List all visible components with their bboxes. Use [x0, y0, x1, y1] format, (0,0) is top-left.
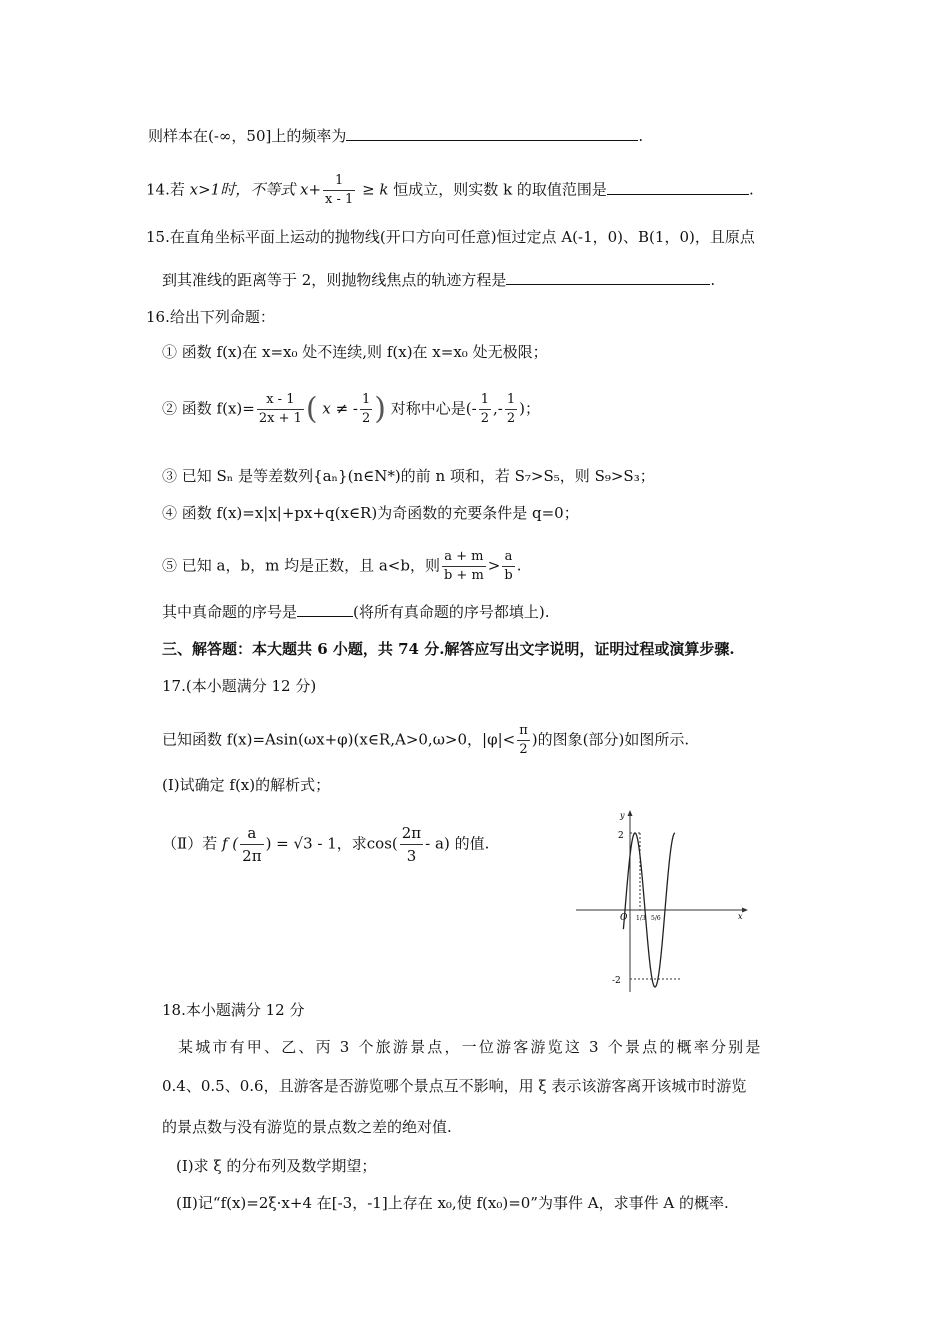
q14-answer-blank[interactable]	[607, 180, 749, 195]
q17-pi-half: $\frac{\pi}{2}$	[519, 723, 528, 757]
q18-part1: (Ⅰ)求 ξ 的分布列及数学期望；	[176, 1157, 377, 1175]
q17-part2: （Ⅱ）若 f ( $\frac{a}{2\pi}$ ) = √3 - 1，求cos( $\frac{2\pi}{3}$ - a) 的值.	[162, 824, 490, 865]
q17-2pi-over-3: $\frac{2\pi}{3}$	[401, 824, 422, 865]
q18-body-2: 0.4、0.5、0.6，且游客是否游览哪个景点互不影响，用 ξ 表示该游客离开该城市时游览	[162, 1077, 747, 1095]
y-tick-neg2: -2	[612, 976, 621, 986]
section-3-heading: 三、解答题：本大题共 6 小题，共 74 分.解答应写出文字说明，证明过程或演算步骤.	[162, 640, 735, 658]
q16-p2: ② 函数 f(x)= $\frac{x - 1}{2x + 1}$ ( x ≠ - $\frac{1}{2}$ ) 对称中心是(- $\frac{1}{2}$ ,- $\frac{1}{2}$ )；	[162, 391, 540, 427]
q15-line1: 15.在直角坐标平面上运动的抛物线(开口方向可任意)恒过定点 A(-1，0)、B(1，0)，且原点	[146, 228, 755, 246]
q16-p1: ① 函数 f(x)在 x=x₀ 处不连续,则 f(x)在 x=x₀ 处无极限；	[162, 343, 548, 361]
x-axis-label: x	[738, 912, 743, 921]
q18-body-1: 某城市有甲、乙、丙 3 个旅游景点，一位游客游览这 3 个景点的概率分别是	[178, 1038, 763, 1056]
q13-answer-blank[interactable]	[346, 126, 638, 141]
x-axis-arrow	[742, 908, 748, 913]
q16-p5: ⑤ 已知 a，b，m 均是正数，且 a<b，则 $\frac{a + m}{b + m}$ > $\frac{a}{b}$ .	[162, 549, 522, 583]
p2-half-fraction: $\frac{1}{2}$	[362, 392, 371, 426]
q17-a-over-2pi: $\frac{a}{2\pi}$	[242, 824, 262, 865]
q14: 14.若 x>1时，不等式 x+ $\frac{1}{x - 1}$ ≥ k 恒成立，则实数 k 的取值范围是 .	[146, 173, 754, 207]
q18-part2: (Ⅱ)记“f(x)=2ξ·x+4 在[-3，-1]上存在 x₀,使 f(x₀)=0”为事件 A，求事件 A 的概率.	[176, 1194, 729, 1212]
p5-fraction-right: $\frac{a}{b}$	[504, 549, 513, 583]
x-tick-5-6: 5/6	[651, 915, 661, 922]
y-tick-2: 2	[618, 831, 624, 841]
q15-line2: 到其准线的距离等于 2，则抛物线焦点的轨迹方程是 .	[162, 271, 716, 289]
x-tick-1-3: 1/3	[636, 915, 646, 922]
p5-fraction-left: $\frac{a + m}{b + m}$	[443, 549, 484, 583]
q14-fraction: $\frac{1}{x - 1}$	[325, 173, 354, 207]
q16-title: 16.给出下列命题：	[146, 308, 275, 326]
p2-fraction: $\frac{x - 1}{2x + 1}$	[258, 392, 302, 426]
q15-answer-blank[interactable]	[506, 270, 710, 285]
y-axis-label: y	[620, 811, 625, 820]
y-axis-arrow	[628, 810, 633, 816]
q13-tail: 则样本在(-∞，50]上的频率为 .	[148, 127, 644, 145]
origin-label: O	[620, 913, 628, 923]
q16-p3: ③ 已知 Sₙ 是等差数列{aₙ}(n∈N*)的前 n 项和，若 S₇>S₅，则 S₉>S₃；	[162, 467, 655, 485]
p2-center-y: $\frac{1}{2}$	[506, 392, 516, 426]
q16-answer-line: 其中真命题的序号是 (将所有真命题的序号都填上).	[162, 603, 550, 621]
q16-p4: ④ 函数 f(x)=x|x|+px+q(x∈R)为奇函数的充要条件是 q=0；	[162, 504, 579, 522]
q17-title: 17.(本小题满分 12 分)	[162, 677, 317, 695]
sine-graph-figure	[572, 808, 752, 994]
q16-answer-blank[interactable]	[297, 602, 353, 617]
q17-stem: 已知函数 f(x)=Asin(ωx+φ)(x∈R,A>0,ω>0，|φ|< $\frac{\pi}{2}$ )的图象(部分)如图所示.	[162, 723, 690, 757]
q18-body-3: 的景点数与没有游览的景点数之差的绝对值.	[162, 1118, 452, 1136]
p2-center-x: $\frac{1}{2}$	[480, 392, 489, 426]
q18-title: 18.本小题满分 12 分	[162, 1001, 305, 1019]
q17-part1: (Ⅰ)试确定 f(x)的解析式；	[162, 776, 331, 794]
